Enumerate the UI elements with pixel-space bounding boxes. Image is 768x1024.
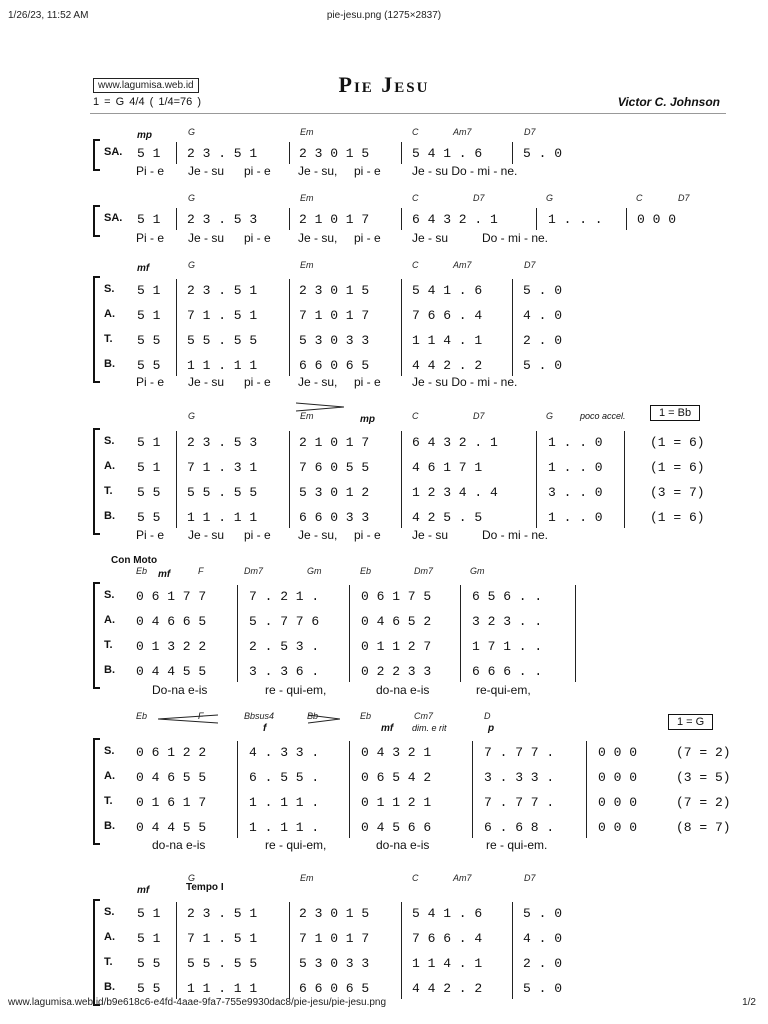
dynamic-marking: mf <box>381 723 394 734</box>
chord-symbol: Em <box>300 411 314 421</box>
lyric-syllable: Je - su <box>188 164 225 178</box>
lyric-syllable: Do - mi - ne. <box>482 528 549 542</box>
chord-symbol: D7 <box>473 411 485 421</box>
transposition-marking: (8 = 7) <box>676 820 731 835</box>
tempo-marking: poco accel. <box>580 411 626 421</box>
chord-symbol: C <box>412 873 419 883</box>
lyric-syllable: Je - su Do - mi - ne. <box>412 164 518 178</box>
dynamic-marking: mf <box>137 263 150 274</box>
measure-notes: 4 4 2 . 2 <box>412 981 483 996</box>
measure-notes: 5 5 <box>137 485 161 500</box>
voice-label: A. <box>104 931 115 943</box>
chord-symbol: Eb <box>360 566 372 576</box>
measure-notes: 7 . 7 7 . <box>484 795 555 810</box>
measure-notes: 2 3 . 5 1 <box>187 906 258 921</box>
measure-notes: 2 . 0 <box>523 956 563 971</box>
measure-notes: 0 0 0 <box>598 795 638 810</box>
system-bracket <box>93 139 100 171</box>
decrescendo-hairpin <box>296 402 344 412</box>
barline <box>237 741 238 838</box>
dynamic-marking: f <box>263 723 267 734</box>
measure-notes: 0 1 3 2 2 <box>136 639 207 654</box>
chord-symbol: Em <box>300 127 314 137</box>
measure-notes: 5 . 0 <box>523 981 563 996</box>
measure-notes: 0 4 5 6 6 <box>361 820 432 835</box>
lyric-syllable: pi - e <box>354 164 381 178</box>
measure-notes: 5 . 0 <box>523 146 563 161</box>
measure-notes: 0 4 6 6 5 <box>136 614 207 629</box>
voice-label: B. <box>104 664 115 676</box>
barline <box>536 208 537 230</box>
transposition-marking: (3 = 7) <box>650 485 705 500</box>
barline <box>349 585 350 682</box>
chord-symbol: G <box>188 193 196 203</box>
measure-notes: 0 0 0 <box>637 212 677 227</box>
chord-symbol: Eb <box>136 566 148 576</box>
measure-notes: 0 0 0 <box>598 745 638 760</box>
measure-notes: 6 5 6 . . <box>472 589 543 604</box>
measure-notes: 6 . 6 8 . <box>484 820 555 835</box>
measure-notes: 5 . 0 <box>523 358 563 373</box>
system-bracket <box>93 582 100 689</box>
measure-notes: 5 1 <box>137 283 161 298</box>
chord-symbol: D7 <box>678 193 690 203</box>
transposition-marking: (7 = 2) <box>676 795 731 810</box>
measure-notes: 7 1 . 5 1 <box>187 931 258 946</box>
barline <box>237 585 238 682</box>
chord-symbol: D <box>484 711 491 721</box>
dynamic-marking: mf <box>158 569 171 580</box>
measure-notes: 7 1 0 1 7 <box>299 931 370 946</box>
measure-notes: 0 2 2 3 3 <box>361 664 432 679</box>
key-change-box: 1 = G <box>668 714 713 730</box>
lyric-syllable: re-qui-em, <box>476 683 531 697</box>
system-bracket <box>93 899 100 1006</box>
voice-label: B. <box>104 981 115 993</box>
voice-label: S. <box>104 283 115 295</box>
measure-notes: 7 1 . 5 1 <box>187 308 258 323</box>
dynamic-marking: p <box>488 723 495 734</box>
measure-notes: 4 . 0 <box>523 931 563 946</box>
lyric-syllable: Pi - e <box>136 375 165 389</box>
lyric-syllable: Je - su <box>188 375 225 389</box>
print-url: www.lagumisa.web.id/b9e618c6-e4fd-4aae-9fa7-755e9930dac8/pie-jesu/pie-jesu.png <box>8 997 387 1008</box>
measure-notes: 5 . 0 <box>523 283 563 298</box>
measure-notes: 6 6 0 6 5 <box>299 358 370 373</box>
voice-label: B. <box>104 820 115 832</box>
measure-notes: 0 1 1 2 7 <box>361 639 432 654</box>
measure-notes: 2 . 5 3 . <box>249 639 320 654</box>
chord-symbol: F <box>198 566 204 576</box>
website-label: www.lagumisa.web.id <box>93 78 199 93</box>
voice-label: S. <box>104 435 115 447</box>
barline <box>512 279 513 376</box>
measure-notes: 3 . . 0 <box>548 485 603 500</box>
chord-symbol: D7 <box>524 873 536 883</box>
chord-symbol: D7 <box>524 127 536 137</box>
crescendo-hairpin <box>158 714 218 724</box>
song-title: Pie Jesu <box>338 72 430 97</box>
chord-symbol: C <box>412 411 419 421</box>
chord-symbol: Am7 <box>453 873 472 883</box>
measure-notes: 3 . 3 3 . <box>484 770 555 785</box>
transposition-marking: (1 = 6) <box>650 510 705 525</box>
chord-symbol: Am7 <box>453 260 472 270</box>
measure-notes: 5 1 <box>137 435 161 450</box>
measure-notes: 5 1 <box>137 931 161 946</box>
measure-notes: 4 4 2 . 2 <box>412 358 483 373</box>
measure-notes: 1 . 1 1 . <box>249 820 320 835</box>
measure-notes: 5 4 1 . 6 <box>412 146 483 161</box>
measure-notes: 0 1 6 1 7 <box>136 795 207 810</box>
chord-symbol: D7 <box>524 260 536 270</box>
measure-notes: 2 1 0 1 7 <box>299 212 370 227</box>
lyric-syllable: Je - su, <box>298 164 338 178</box>
measure-notes: 7 1 0 1 7 <box>299 308 370 323</box>
measure-notes: 5 5 . 5 5 <box>187 956 258 971</box>
measure-notes: 2 3 . 5 1 <box>187 283 258 298</box>
lyric-syllable: pi - e <box>354 231 381 245</box>
measure-notes: 1 1 4 . 1 <box>412 333 483 348</box>
measure-notes: 2 3 0 1 5 <box>299 906 370 921</box>
print-timestamp: 1/26/23, 11:52 AM <box>8 10 89 21</box>
measure-notes: 0 4 6 5 5 <box>136 770 207 785</box>
barline <box>289 279 290 376</box>
lyric-syllable: Je - su <box>188 528 225 542</box>
browser-print-footer <box>0 994 768 1024</box>
measure-notes: 7 6 0 5 5 <box>299 460 370 475</box>
composer-name: Victor C. Johnson <box>617 95 720 109</box>
measure-notes: 0 6 1 7 7 <box>136 589 207 604</box>
barline <box>289 902 290 999</box>
browser-print-header <box>0 0 768 30</box>
lyric-syllable: Je - su, <box>298 375 338 389</box>
voice-label: B. <box>104 358 115 370</box>
barline <box>401 279 402 376</box>
measure-notes: 5 4 1 . 6 <box>412 906 483 921</box>
voice-label: S. <box>104 906 115 918</box>
measure-notes: 7 6 6 . 4 <box>412 931 483 946</box>
measure-notes: 7 . 7 7 . <box>484 745 555 760</box>
lyric-syllable: Je - su <box>412 528 449 542</box>
voice-label: SA. <box>104 212 123 224</box>
measure-notes: 1 1 . 1 1 <box>187 510 258 525</box>
voice-label: SA. <box>104 146 123 158</box>
measure-notes: 5 3 0 1 2 <box>299 485 370 500</box>
barline <box>401 142 402 164</box>
voice-label: T. <box>104 639 113 651</box>
lyric-syllable: pi - e <box>354 375 381 389</box>
tempo-marking: Tempo I <box>186 882 224 893</box>
measure-notes: 5 1 <box>137 146 161 161</box>
lyric-syllable: Do-na e-is <box>152 683 208 697</box>
measure-notes: 7 . 2 1 . <box>249 589 320 604</box>
lyric-syllable: pi - e <box>244 231 271 245</box>
lyric-syllable: Je - su <box>188 231 225 245</box>
measure-notes: 5 1 <box>137 212 161 227</box>
measure-notes: 0 4 6 5 2 <box>361 614 432 629</box>
transposition-marking: (1 = 6) <box>650 460 705 475</box>
dynamic-marking: mf <box>137 885 150 896</box>
chord-symbol: G <box>188 127 196 137</box>
barline <box>512 142 513 164</box>
chord-symbol: Am7 <box>453 127 472 137</box>
measure-notes: 0 0 0 <box>598 820 638 835</box>
measure-notes: 5 . 7 7 6 <box>249 614 320 629</box>
measure-notes: 5 4 1 . 6 <box>412 283 483 298</box>
decrescendo-hairpin <box>308 714 340 724</box>
lyric-syllable: Je - su, <box>298 528 338 542</box>
chord-symbol: G <box>188 260 196 270</box>
measure-notes: 1 7 1 . . <box>472 639 543 654</box>
system-bracket <box>93 428 100 535</box>
voice-label: B. <box>104 510 115 522</box>
dynamic-marking: mp <box>360 414 375 425</box>
lyric-syllable: Pi - e <box>136 528 165 542</box>
chord-symbol: Eb <box>360 711 372 721</box>
key-change-box: 1 = Bb <box>650 405 700 421</box>
barline <box>176 142 177 164</box>
chord-symbol: Gm <box>307 566 322 576</box>
system-bracket <box>93 738 100 845</box>
voice-label: A. <box>104 770 115 782</box>
measure-notes: 1 1 4 . 1 <box>412 956 483 971</box>
lyric-syllable: Je - su Do - mi - ne. <box>412 375 518 389</box>
measure-notes: 0 4 4 5 5 <box>136 820 207 835</box>
measure-notes: 2 3 . 5 3 <box>187 212 258 227</box>
lyric-syllable: Je - su <box>412 231 449 245</box>
barline <box>401 208 402 230</box>
system-bracket <box>93 205 100 237</box>
lyric-syllable: do-na e-is <box>376 683 430 697</box>
voice-label: S. <box>104 589 115 601</box>
measure-notes: 3 . 3 6 . <box>249 664 320 679</box>
measure-notes: 4 . 3 3 . <box>249 745 320 760</box>
chord-symbol: Gm <box>470 566 485 576</box>
barline <box>586 741 587 838</box>
chord-symbol: Cm7 <box>414 711 434 721</box>
lyric-syllable: pi - e <box>244 375 271 389</box>
lyric-syllable: Pi - e <box>136 231 165 245</box>
chord-symbol: C <box>412 260 419 270</box>
measure-notes: 1 . . 0 <box>548 460 603 475</box>
tempo-marking: dim. e rit <box>412 723 447 733</box>
measure-notes: 5 5 <box>137 333 161 348</box>
lyric-syllable: pi - e <box>244 164 271 178</box>
lyric-syllable: Je - su, <box>298 231 338 245</box>
measure-notes: 6 4 3 2 . 1 <box>412 212 498 227</box>
measure-notes: 6 6 0 3 3 <box>299 510 370 525</box>
measure-notes: 0 0 0 <box>598 770 638 785</box>
measure-notes: 4 . 0 <box>523 308 563 323</box>
measure-notes: 7 1 . 3 1 <box>187 460 258 475</box>
barline <box>289 142 290 164</box>
transposition-marking: (7 = 2) <box>676 745 731 760</box>
lyric-syllable: pi - e <box>244 528 271 542</box>
barline <box>289 431 290 528</box>
lyric-syllable: re - qui-em, <box>265 683 327 697</box>
barline <box>401 902 402 999</box>
chord-symbol: C <box>636 193 643 203</box>
chord-symbol: Dm7 <box>244 566 264 576</box>
lyric-syllable: do-na e-is <box>376 838 430 852</box>
measure-notes: 4 2 5 . 5 <box>412 510 483 525</box>
barline <box>575 585 576 682</box>
measure-notes: 5 5 . 5 5 <box>187 333 258 348</box>
transposition-marking: (3 = 5) <box>676 770 731 785</box>
barline <box>176 902 177 999</box>
measure-notes: 1 1 . 1 1 <box>187 981 258 996</box>
measure-notes: 5 5 <box>137 956 161 971</box>
chord-symbol: Bb <box>307 711 319 721</box>
voice-label: A. <box>104 308 115 320</box>
measure-notes: 2 1 0 1 7 <box>299 435 370 450</box>
voice-label: A. <box>104 460 115 472</box>
chord-symbol: C <box>412 127 419 137</box>
chord-symbol: Em <box>300 193 314 203</box>
voice-label: T. <box>104 485 113 497</box>
voice-label: T. <box>104 795 113 807</box>
barline <box>176 208 177 230</box>
measure-notes: 5 . 0 <box>523 906 563 921</box>
chord-symbol: Bbsus4 <box>244 711 275 721</box>
measure-notes: 2 . 0 <box>523 333 563 348</box>
measure-notes: 1 . . . <box>548 212 603 227</box>
barline <box>176 431 177 528</box>
chord-symbol: G <box>188 873 196 883</box>
measure-notes: 1 2 3 4 . 4 <box>412 485 498 500</box>
barline <box>472 741 473 838</box>
voice-label: T. <box>104 956 113 968</box>
barline <box>626 208 627 230</box>
voice-label: T. <box>104 333 113 345</box>
chord-symbol: Em <box>300 260 314 270</box>
barline <box>401 431 402 528</box>
measure-notes: 0 6 5 4 2 <box>361 770 432 785</box>
measure-notes: 5 1 <box>137 308 161 323</box>
measure-notes: 5 3 0 3 3 <box>299 956 370 971</box>
measure-notes: 0 4 4 5 5 <box>136 664 207 679</box>
lyric-syllable: Do - mi - ne. <box>482 231 549 245</box>
section-marking: Con Moto <box>111 555 158 566</box>
chord-symbol: C <box>412 193 419 203</box>
measure-notes: 4 6 1 7 1 <box>412 460 483 475</box>
chord-symbol: F <box>198 711 204 721</box>
voice-label: A. <box>104 614 115 626</box>
measure-notes: 5 1 <box>137 460 161 475</box>
measure-notes: 6 6 0 6 5 <box>299 981 370 996</box>
measure-notes: 0 1 1 2 1 <box>361 795 432 810</box>
print-page-indicator: 1/2 <box>742 997 756 1008</box>
lyric-syllable: re - qui-em. <box>486 838 548 852</box>
measure-notes: 1 . . 0 <box>548 510 603 525</box>
measure-notes: 5 5 <box>137 358 161 373</box>
measure-notes: 5 5 <box>137 510 161 525</box>
print-tab-title: pie-jesu.png (1275×2837) <box>326 10 442 21</box>
measure-notes: 2 3 0 1 5 <box>299 146 370 161</box>
measure-notes: 2 3 . 5 1 <box>187 146 258 161</box>
measure-notes: 3 2 3 . . <box>472 614 543 629</box>
chord-symbol: D7 <box>473 193 485 203</box>
measure-notes: 6 4 3 2 . 1 <box>412 435 498 450</box>
barline <box>176 279 177 376</box>
lyric-syllable: re - qui-em, <box>265 838 327 852</box>
barline <box>460 585 461 682</box>
measure-notes: 6 . 5 5 . <box>249 770 320 785</box>
measure-notes: 6 6 6 . . <box>472 664 543 679</box>
measure-notes: 5 5 <box>137 981 161 996</box>
chord-symbol: G <box>546 411 554 421</box>
lyric-syllable: pi - e <box>354 528 381 542</box>
measure-notes: 1 . . 0 <box>548 435 603 450</box>
system-bracket <box>93 276 100 383</box>
dynamic-marking: mp <box>137 130 152 141</box>
measure-notes: 1 . 1 1 . <box>249 795 320 810</box>
header-divider <box>90 113 726 114</box>
barline <box>624 431 625 528</box>
measure-notes: 2 3 0 1 5 <box>299 283 370 298</box>
lyric-syllable: Pi - e <box>136 164 165 178</box>
transposition-marking: (1 = 6) <box>650 435 705 450</box>
chord-symbol: Em <box>300 873 314 883</box>
barline <box>289 208 290 230</box>
measure-notes: 5 1 <box>137 906 161 921</box>
measure-notes: 0 4 3 2 1 <box>361 745 432 760</box>
measure-notes: 5 5 . 5 5 <box>187 485 258 500</box>
measure-notes: 5 3 0 3 3 <box>299 333 370 348</box>
chord-symbol: Eb <box>136 711 148 721</box>
barline <box>536 431 537 528</box>
measure-notes: 0 6 1 7 5 <box>361 589 432 604</box>
measure-notes: 0 6 1 2 2 <box>136 745 207 760</box>
measure-notes: 2 3 . 5 3 <box>187 435 258 450</box>
lyric-syllable: do-na e-is <box>152 838 206 852</box>
key-tempo-line: 1 = G 4/4 ( 1/4=76 ) <box>93 96 202 108</box>
voice-label: S. <box>104 745 115 757</box>
barline <box>349 741 350 838</box>
chord-symbol: G <box>546 193 554 203</box>
chord-symbol: Dm7 <box>414 566 434 576</box>
measure-notes: 1 1 . 1 1 <box>187 358 258 373</box>
barline <box>512 902 513 999</box>
measure-notes: 7 6 6 . 4 <box>412 308 483 323</box>
chord-symbol: G <box>188 411 196 421</box>
